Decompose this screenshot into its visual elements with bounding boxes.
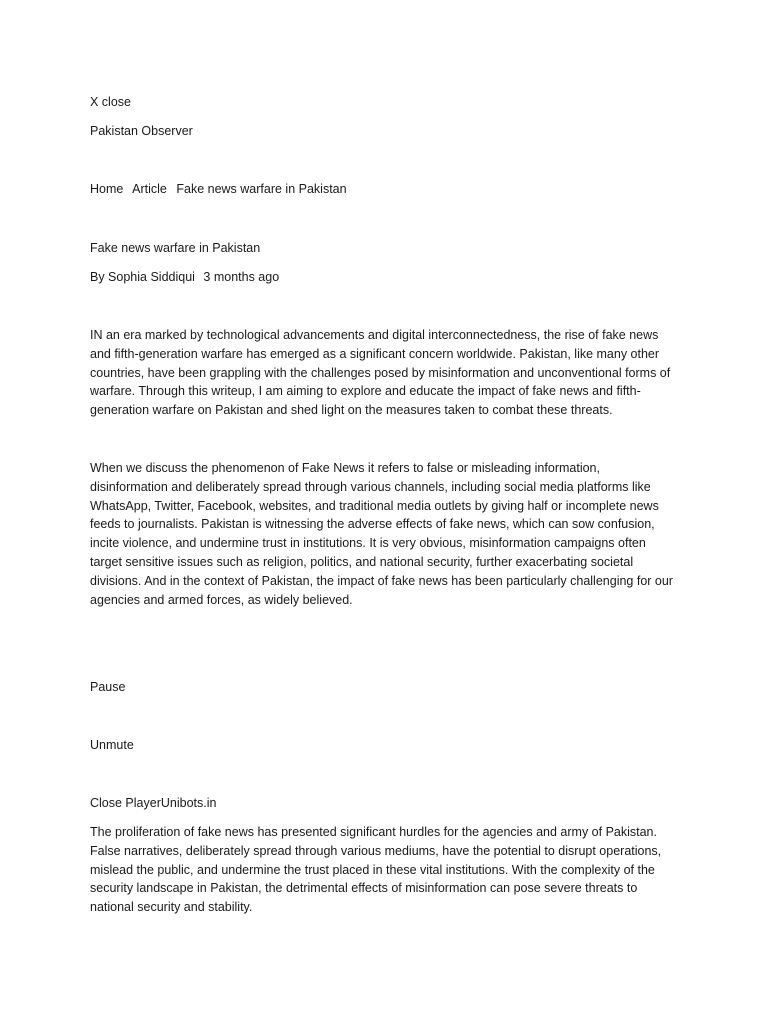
close-link[interactable]: X close <box>90 95 131 109</box>
unmute-button[interactable]: Unmute <box>90 738 134 752</box>
breadcrumb-current: Fake news warfare in Pakistan <box>176 182 347 196</box>
site-name[interactable]: Pakistan Observer <box>90 124 193 138</box>
close-player-button[interactable]: Close PlayerUnibots.in <box>90 796 217 810</box>
article-title: Fake news warfare in Pakistan <box>90 241 261 255</box>
pause-button[interactable]: Pause <box>90 680 126 694</box>
post-date: 3 months ago <box>203 270 280 284</box>
breadcrumb-article[interactable]: Article <box>132 182 167 196</box>
breadcrumb-home[interactable]: Home <box>90 182 124 196</box>
article-paragraph-1: IN an era marked by technological advancements and digital interconnectedness, the rise of fake news and fifth-generation warfare has emerged as a significant concern worldwide. Pakistan, like many other countries, have been grappling with the challenges posed by misinformation and unconventional forms of warfare. Through this writeup, I am aiming to explore and educate the impact of fake news and fifth-generation warfare on Pakistan and shed light on the measures taken to combat these threats. <box>90 328 671 418</box>
article-paragraph-3: The proliferation of fake news has presented significant hurdles for the agencies and army of Pakistan. False narratives, deliberately spread through various mediums, have the potential to disrupt operations, mislead the public, and undermine the trust placed in these vital institutions. With the complexity of the security landscape in Pakistan, the detrimental effects of misinformation can pose severe threats to national security and stability. <box>90 825 662 915</box>
breadcrumb <box>90 180 353 199</box>
author-link[interactable]: By Sophia Siddiqui <box>90 270 195 284</box>
article-paragraph-2: When we discuss the phenomenon of Fake News it refers to false or misleading information, disinformation and deliberately spread through various channels, including social media platforms like WhatsApp, Twitter, Facebook, websites, and traditional media outlets by giving half or incomplete news feeds to journalists. Pakistan is witnessing the adverse effects of fake news, which can sow confusion, incite violence, and undermine trust in institutions. It is very obvious, misinformation campaigns often target sensitive issues such as religion, politics, and national security, further exacerbating societal divisions. And in the context of Pakistan, the impact of fake news has been particularly challenging for our agencies and armed forces, as widely believed. <box>90 461 673 607</box>
byline <box>90 268 284 287</box>
